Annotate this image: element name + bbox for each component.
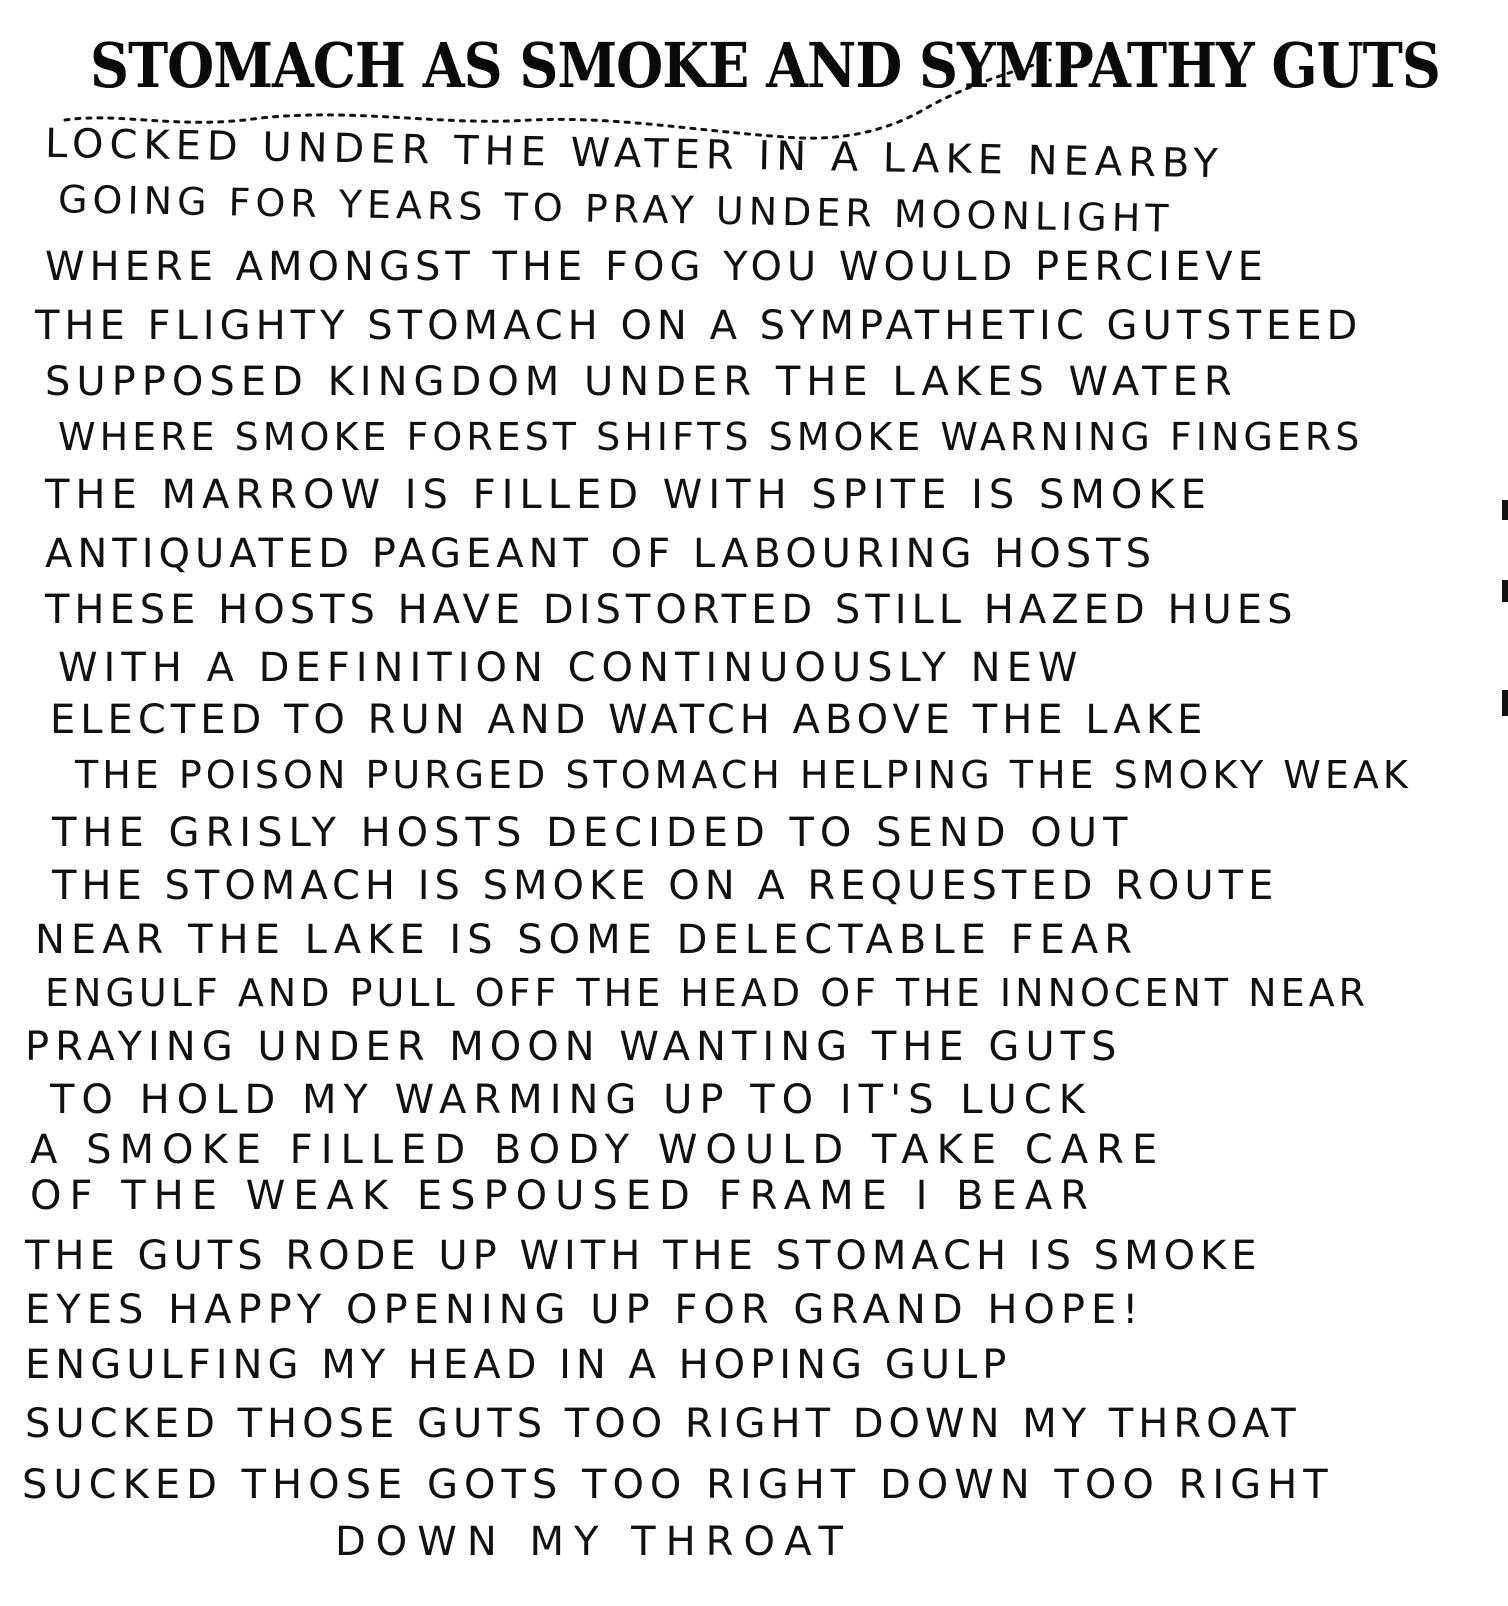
poem-line: THE POISON PURGED STOMACH HELPING THE SMOKY WEAK (75, 753, 1412, 797)
poem-line: TO HOLD MY WARMING UP TO IT'S LUCK (50, 1077, 1092, 1123)
poem-line: THE FLIGHTY STOMACH ON A SYMPATHETIC GUTSTEED (35, 303, 1363, 349)
poem-line: NEAR THE LAKE IS SOME DELECTABLE FEAR (35, 917, 1139, 963)
poem-line: EYES HAPPY OPENING UP FOR GRAND HOPE! (25, 1287, 1145, 1333)
poem-line: THE GRISLY HOSTS DECIDED TO SEND OUT (52, 810, 1134, 856)
poem-line: GOING FOR YEARS TO PRAY UNDER MOONLIGHT (57, 177, 1174, 241)
poem-line: THESE HOSTS HAVE DISTORTED STILL HAZED HUES (45, 587, 1298, 633)
poem-line: SUPPOSED KINGDOM UNDER THE LAKES WATER (45, 359, 1238, 405)
poem-line: WHERE AMONGST THE FOG YOU WOULD PERCIEVE (45, 244, 1268, 290)
poem-line: DOWN MY THROAT (335, 1519, 853, 1565)
poem-line: SUCKED THOSE GOTS TOO RIGHT DOWN TOO RIGHT (22, 1462, 1334, 1508)
poem-line: WITH A DEFINITION CONTINUOUSLY NEW (58, 645, 1084, 691)
poem-line: A SMOKE FILLED BODY WOULD TAKE CARE (30, 1127, 1166, 1173)
poem-line: ELECTED TO RUN AND WATCH ABOVE THE LAKE (50, 697, 1208, 743)
poem-title: STOMACH AS SMOKE AND SYMPATHY GUTS (90, 28, 1440, 102)
poem-line: ENGULF AND PULL OFF THE HEAD OF THE INNOCENT NEAR (45, 971, 1369, 1015)
poem-line: LOCKED UNDER THE WATER IN A LAKE NEARBY (44, 120, 1225, 188)
poem-line: PRAYING UNDER MOON WANTING THE GUTS (25, 1024, 1123, 1070)
poem-line: ANTIQUATED PAGEANT OF LABOURING HOSTS (45, 531, 1156, 577)
poem-line: ENGULFING MY HEAD IN A HOPING GULP (25, 1342, 1012, 1388)
poem-line: SUCKED THOSE GUTS TOO RIGHT DOWN MY THROAT (25, 1401, 1301, 1447)
poem-line: THE GUTS RODE UP WITH THE STOMACH IS SMOKE (25, 1233, 1262, 1279)
poem-line: THE STOMACH IS SMOKE ON A REQUESTED ROUTE (52, 863, 1279, 909)
poem-line: OF THE WEAK ESPOUSED FRAME I BEAR (30, 1173, 1096, 1219)
scan-edge-marks (1500, 460, 1508, 760)
poem-line: WHERE SMOKE FOREST SHIFTS SMOKE WARNING FINGERS (58, 415, 1364, 459)
poem-line: THE MARROW IS FILLED WITH SPITE IS SMOKE (45, 472, 1212, 518)
